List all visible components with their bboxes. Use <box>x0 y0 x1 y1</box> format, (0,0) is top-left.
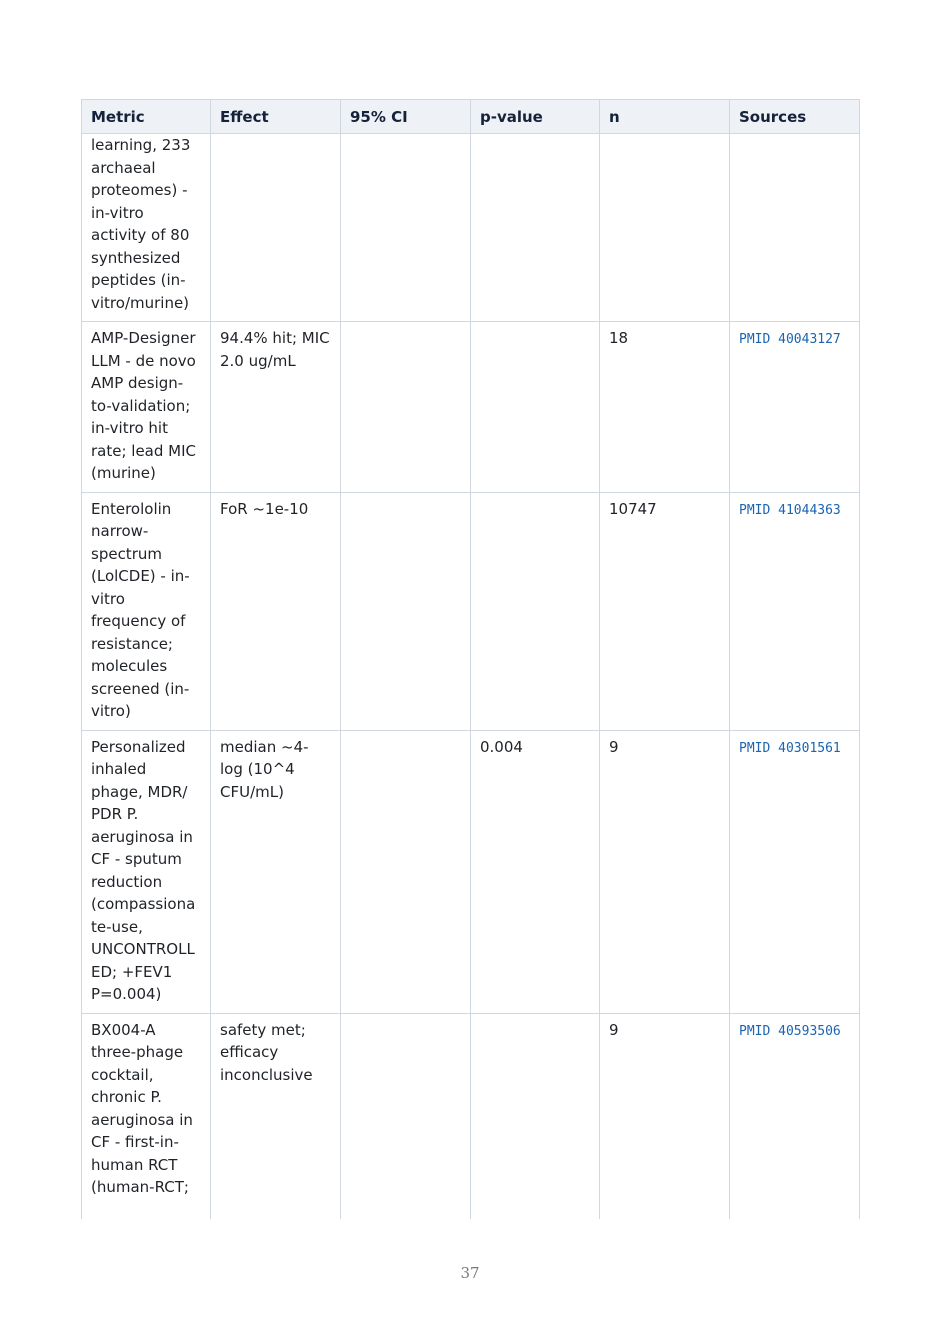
header-row <box>82 100 860 134</box>
ci-cell <box>341 1013 471 1219</box>
n-cell: 9 <box>600 1013 730 1219</box>
source-link[interactable]: PMID 40043127 <box>739 332 841 347</box>
n-cell: 9 <box>600 730 730 1013</box>
metric-cell: AMP-Designer LLM - de novo AMP design-to-validation; in-vitro hit rate; lead MIC (murine) <box>82 322 211 493</box>
p-value-cell <box>471 134 600 322</box>
effect-cell: safety met; efficacy inconclusive <box>211 1013 341 1219</box>
source-link[interactable]: PMID 41044363 <box>739 502 841 518</box>
sources-cell <box>730 1013 860 1219</box>
column-header-p-value: p-value <box>471 100 600 134</box>
ci-cell <box>341 492 471 730</box>
results-table <box>81 99 860 1219</box>
effect-cell: median ~4-log (10^4 CFU/mL) <box>211 730 341 1013</box>
table-header <box>82 100 860 134</box>
ci-cell <box>341 134 471 322</box>
column-header-ci: 95% CI <box>341 100 471 134</box>
table-row <box>82 134 860 322</box>
sources-cell <box>730 492 860 730</box>
metric-cell: learning, 233 archaeal proteomes) - in-vitro activity of 80 synthesized peptides (in-vitro/murine) <box>82 134 211 322</box>
sources-cell <box>730 322 860 493</box>
sources-cell <box>730 730 860 1013</box>
source-link[interactable]: PMID 40593506 <box>739 1023 841 1039</box>
p-value-cell <box>471 1013 600 1219</box>
metric-cell: BX004-A three-phage cocktail, chronic P. aeruginosa in CF - first-in-human RCT (human-RCT; <box>82 1013 211 1219</box>
column-header-sources: Sources <box>730 100 860 134</box>
source-link[interactable]: PMID 40301561 <box>739 740 841 756</box>
metric-cell: Enterololin narrow-spectrum (LolCDE) - in-vitro frequency of resistance; molecules screened (in-vitro) <box>82 492 211 730</box>
table-row <box>82 492 860 730</box>
effect-cell <box>211 134 341 322</box>
p-value-cell: 0.004 <box>471 730 600 1013</box>
p-value-cell <box>471 322 600 493</box>
p-value-cell <box>471 492 600 730</box>
n-cell: 18 <box>600 322 730 493</box>
ci-cell <box>341 322 471 493</box>
n-cell: 10747 <box>600 492 730 730</box>
column-header-n: n <box>600 100 730 134</box>
page-number: 37 <box>460 1264 480 1282</box>
metric-cell: Personalized inhaled phage, MDR/ PDR P. aeruginosa in CF - sputum reduction (compassionate-use, UNCONTROLLED; +FEV1 P=0.004) <box>82 730 211 1013</box>
sources-cell <box>730 134 860 322</box>
table-body <box>82 134 860 1219</box>
table-row <box>82 1013 860 1219</box>
n-cell <box>600 134 730 322</box>
table-row <box>82 322 860 493</box>
column-header-metric: Metric <box>82 100 211 134</box>
column-header-effect: Effect <box>211 100 341 134</box>
table-row <box>82 730 860 1013</box>
ci-cell <box>341 730 471 1013</box>
effect-cell: 94.4% hit; MIC 2.0 ug/mL <box>211 322 341 493</box>
effect-cell: FoR ~1e-10 <box>211 492 341 730</box>
